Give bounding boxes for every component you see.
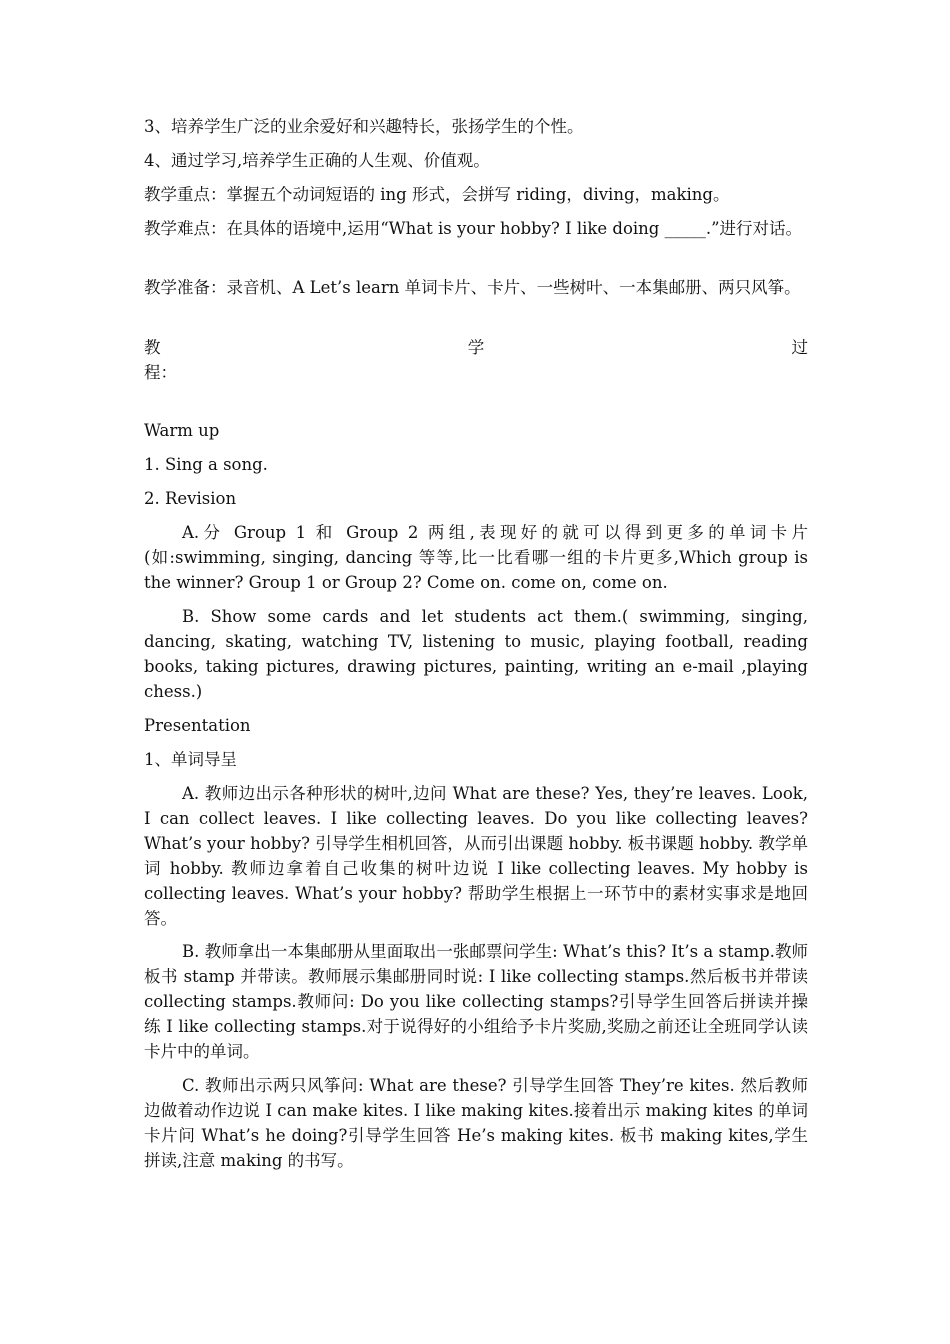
warm-up-step-1: 1. Sing a song.	[144, 455, 268, 474]
presentation-c: C. 教师出示两只风筝问: What are these? 引导学生回答 They’re kites. 然后教师边做着动作边说 I can make kites. I like making kites.接着出示 making kites 的单词卡片问 What’s he doing?引导学生回答 He’s making kites. 板书 making kites,学生拼读,注意 making 的书写。	[144, 1076, 808, 1170]
warm-up-heading: Warm up	[144, 421, 220, 440]
revision-b: B. Show some cards and let students act them.( swimming, singing, dancing, skating, watching TV, listening to music, playing football, reading books, taking pictures, drawing pictures, painting, writing an e-mail ,playing chess.)	[144, 607, 808, 701]
presentation-heading: Presentation	[144, 716, 251, 735]
presentation-sub-1: 1、单词导呈	[144, 750, 237, 769]
process-heading-char-3: 过	[791, 338, 808, 357]
objective-4: 4、通过学习,培养学生正确的人生观、价值观。	[144, 151, 490, 170]
presentation-b: B. 教师拿出一本集邮册从里面取出一张邮票问学生: What’s this? It’s a stamp.教师板书 stamp 并带读。教师展示集邮册同时说: I like collecting stamps.然后板书并带读 collecting stamps.教师问: Do you like collecting stamps?引导学生回答后拼读并操练 I like collecting stamps.对于说得好的小组给予卡片奖励,奖励之前还让全班同学认读卡片中的单词。	[144, 942, 808, 1061]
warm-up-step-2: 2. Revision	[144, 489, 237, 508]
revision-a: A.分 Group 1 和 Group 2 两组,表现好的就可以得到更多的单词卡片(如:swimming, singing, dancing 等等,比一比看哪一组的卡片更多,Which group is the winner? Group 1 or Group 2? Come on. come on, come on.	[144, 523, 808, 592]
objective-3: 3、培养学生广泛的业余爱好和兴趣特长，张扬学生的个性。	[144, 117, 584, 136]
process-heading-char-1: 教	[144, 338, 161, 357]
teaching-difficulties: 教学难点：在具体的语境中,运用“What is your hobby? I like doing _____.”进行对话。	[144, 219, 803, 238]
process-heading-char-2: 学	[467, 338, 485, 357]
key-points: 教学重点：掌握五个动词短语的 ing 形式，会拼写 riding，diving，making。	[144, 185, 730, 204]
teaching-preparation: 教学准备：录音机、A Let’s learn 单词卡片、卡片、一些树叶、一本集邮册、两只风筝。	[144, 278, 801, 297]
process-heading-line-2: 程：	[144, 363, 177, 382]
process-heading	[144, 335, 808, 360]
presentation-a: A. 教师边出示各种形状的树叶,边问 What are these? Yes, they’re leaves. Look, I can collect leaves. I like collecting leaves. Do you like collecting leaves? What’s your hobby? 引导学生相机回答，从而引出课题 hobby. 板书课题 hobby. 教学单词 hobby. 教师边拿着自己收集的树叶边说 I like collecting leaves. My hobby is collecting leaves. What’s your hobby? 帮助学生根据上一环节中的素材实事求是地回答。	[144, 784, 808, 928]
